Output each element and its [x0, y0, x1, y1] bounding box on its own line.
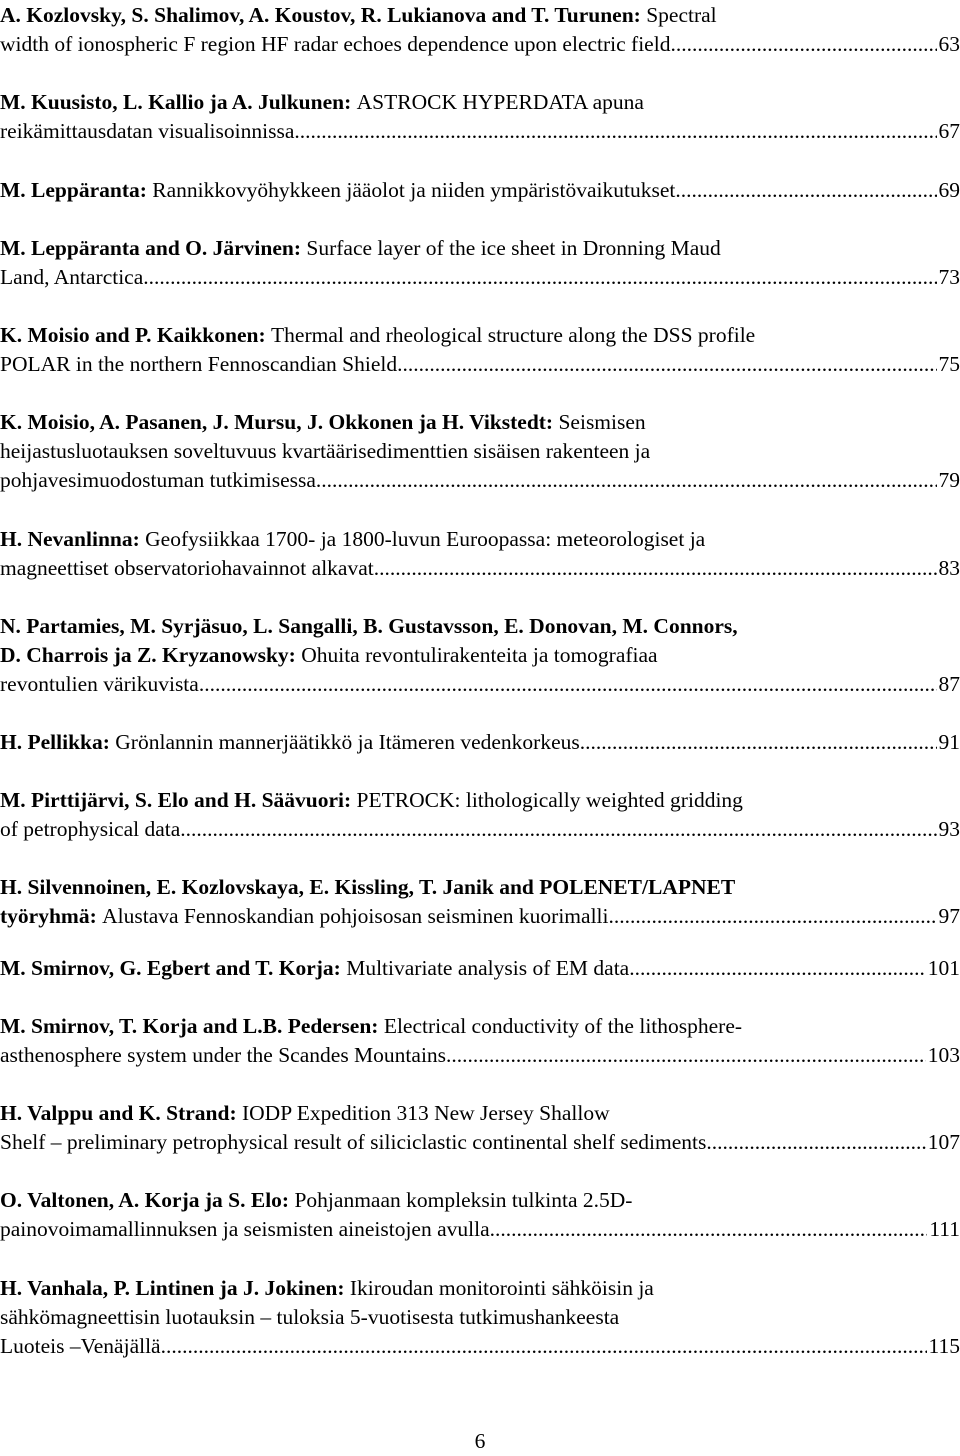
toc-page-number: 115	[927, 1331, 960, 1361]
toc-page-number: 63	[937, 29, 960, 59]
dot-leader	[161, 1331, 927, 1361]
toc-page-number: 83	[937, 553, 960, 583]
toc-title: Seismisen	[558, 410, 645, 434]
toc-line-text	[0, 1214, 490, 1244]
toc-title: width of ionospheric F region HF radar echoes dependence upon electric field	[0, 32, 670, 56]
toc-line	[0, 262, 960, 292]
toc-title: reikämittausdatan visualisoinnissa	[0, 119, 294, 143]
toc-line	[0, 407, 960, 437]
dot-leader	[199, 669, 937, 699]
toc-page-number: 91	[937, 727, 960, 757]
dot-leader	[490, 1214, 928, 1244]
toc-authors: M. Smirnov, T. Korja and L.B. Pedersen:	[0, 1014, 384, 1038]
toc-line-text	[0, 410, 646, 434]
toc-page-number: 93	[937, 814, 960, 844]
toc-title: Ikiroudan monitorointi sähköisin ja	[350, 1276, 654, 1300]
toc-line	[0, 436, 960, 466]
toc-authors: M. Leppäranta and O. Järvinen:	[0, 236, 306, 260]
toc-line-text	[0, 465, 316, 495]
toc-line-text	[0, 875, 735, 899]
toc-title: Rannikkovyöhykkeen jääolot ja niiden ympäristövaikutukset	[152, 178, 675, 202]
toc-line-text	[0, 1101, 610, 1125]
toc-title: revontulien värikuvista	[0, 672, 199, 696]
toc-title: pohjavesimuodostuman tutkimisessa	[0, 468, 316, 492]
dot-leader	[143, 262, 936, 292]
toc-line-text	[0, 788, 743, 812]
toc-line	[0, 611, 960, 641]
toc-authors: H. Pellikka:	[0, 730, 115, 754]
dot-leader	[609, 901, 937, 931]
dot-leader	[316, 465, 937, 495]
toc-line-text	[0, 614, 738, 638]
toc-line-text	[0, 1331, 161, 1361]
toc-line	[0, 640, 960, 670]
toc-line	[0, 1127, 960, 1157]
toc-line	[0, 320, 960, 350]
toc-page-number: 107	[926, 1127, 960, 1157]
toc-line	[0, 175, 960, 205]
dot-leader	[397, 349, 936, 379]
toc-line-text	[0, 3, 717, 27]
toc-title: Ohuita revontulirakenteita ja tomografiaa	[301, 643, 657, 667]
toc-line	[0, 1098, 960, 1128]
toc-authors: työryhmä:	[0, 904, 102, 928]
toc-authors: K. Moisio and P. Kaikkonen:	[0, 323, 271, 347]
toc-line-text	[0, 262, 143, 292]
toc-title: Alustava Fennoskandian pohjoisosan seisminen kuorimalli	[102, 904, 608, 928]
toc-line	[0, 524, 960, 554]
toc-authors: K. Moisio, A. Pasanen, J. Mursu, J. Okkonen ja H. Vikstedt:	[0, 410, 558, 434]
toc-line-text	[0, 1276, 654, 1300]
dot-leader	[374, 553, 937, 583]
toc-line-text	[0, 669, 199, 699]
toc-title: of petrophysical data	[0, 817, 180, 841]
toc-line-text	[0, 175, 675, 205]
toc-title: Grönlannin mannerjäätikkö ja Itämeren vedenkorkeus	[115, 730, 579, 754]
toc-title: Luoteis –Venäjällä	[0, 1334, 161, 1358]
toc-line	[0, 814, 960, 844]
toc-title: Land, Antarctica	[0, 265, 143, 289]
toc-title: Spectral	[646, 3, 716, 27]
toc-line	[0, 953, 960, 983]
toc-line-text	[0, 236, 721, 260]
dot-leader	[180, 814, 936, 844]
toc-page-number: 103	[926, 1040, 960, 1070]
toc-title: Multivariate analysis of EM data	[346, 956, 629, 980]
toc-line	[0, 553, 960, 583]
toc-authors: M. Kuusisto, L. Kallio ja A. Julkunen:	[0, 90, 357, 114]
toc-title: sähkömagneettisin luotauksin – tuloksia 5-vuotisesta tutkimushankeesta	[0, 1305, 619, 1329]
toc-line	[0, 349, 960, 379]
toc-line-text	[0, 439, 650, 463]
toc-title: POLAR in the northern Fennoscandian Shield	[0, 352, 397, 376]
toc-line	[0, 1011, 960, 1041]
toc-line-text	[0, 116, 294, 146]
toc-line-text	[0, 1305, 619, 1329]
toc-line-text	[0, 527, 705, 551]
toc-line-text	[0, 29, 670, 59]
toc-page-number: 73	[937, 262, 960, 292]
toc-authors: O. Valtonen, A. Korja ja S. Elo:	[0, 1188, 294, 1212]
toc-page-number: 69	[937, 175, 960, 205]
toc-line-text	[0, 814, 180, 844]
toc-line	[0, 901, 960, 931]
dot-leader	[706, 1127, 925, 1157]
toc-line-text	[0, 553, 374, 583]
toc-line-text	[0, 1127, 706, 1157]
toc-title: painovoimamallinnuksen ja seismisten aineistojen avulla	[0, 1217, 490, 1241]
toc-line	[0, 1214, 960, 1244]
page-number: 6	[0, 1426, 960, 1456]
toc-line-text	[0, 1188, 632, 1212]
toc-authors: H. Nevanlinna:	[0, 527, 145, 551]
toc-page-number: 87	[937, 669, 960, 699]
toc-line	[0, 872, 960, 902]
dot-leader	[675, 175, 936, 205]
toc-line	[0, 1331, 960, 1361]
toc-line	[0, 465, 960, 495]
toc-authors: A. Kozlovsky, S. Shalimov, A. Koustov, R. Lukianova and T. Turunen:	[0, 3, 646, 27]
toc-page-number: 101	[926, 953, 960, 983]
dot-leader	[629, 953, 926, 983]
toc-line-text	[0, 323, 755, 347]
dot-leader	[670, 29, 936, 59]
toc-page-number: 75	[937, 349, 960, 379]
toc-title: IODP Expedition 313 New Jersey Shallow	[242, 1101, 610, 1125]
toc-line	[0, 669, 960, 699]
toc-title: Electrical conductivity of the lithosphere-	[384, 1014, 742, 1038]
toc-line	[0, 1040, 960, 1070]
toc-authors: M. Leppäranta:	[0, 178, 152, 202]
toc-line	[0, 1273, 960, 1303]
toc-line-text	[0, 901, 609, 931]
toc-authors: N. Partamies, M. Syrjäsuo, L. Sangalli, B. Gustavsson, E. Donovan, M. Connors,	[0, 614, 738, 638]
toc-title: Pohjanmaan kompleksin tulkinta 2.5D-	[294, 1188, 632, 1212]
toc-title: ASTROCK HYPERDATA apuna	[357, 90, 644, 114]
dot-leader	[446, 1040, 926, 1070]
toc-line-text	[0, 90, 644, 114]
toc-page-number: 97	[937, 901, 960, 931]
toc-page-number: 79	[937, 465, 960, 495]
toc-title: Shelf – preliminary petrophysical result of siliciclastic continental shelf sediments	[0, 1130, 706, 1154]
dot-leader	[294, 116, 936, 146]
toc-line-text	[0, 643, 658, 667]
toc-title: heijastusluotauksen soveltuvuus kvartäärisedimenttien sisäisen rakenteen ja	[0, 439, 650, 463]
toc-authors: H. Silvennoinen, E. Kozlovskaya, E. Kissling, T. Janik and POLENET/LAPNET	[0, 875, 735, 899]
toc-line	[0, 116, 960, 146]
toc-line	[0, 785, 960, 815]
toc-title: asthenosphere system under the Scandes Mountains	[0, 1043, 446, 1067]
toc-line	[0, 233, 960, 263]
toc-line	[0, 29, 960, 59]
toc-authors: D. Charrois ja Z. Kryzanowsky:	[0, 643, 301, 667]
toc-line-text	[0, 727, 580, 757]
toc-authors: M. Pirttijärvi, S. Elo and H. Säävuori:	[0, 788, 357, 812]
toc-line-text	[0, 1040, 446, 1070]
toc-line	[0, 0, 960, 30]
toc-title: Surface layer of the ice sheet in Dronning Maud	[306, 236, 720, 260]
toc-line	[0, 1185, 960, 1215]
dot-leader	[580, 727, 937, 757]
toc-line-text	[0, 349, 397, 379]
toc-line-text	[0, 953, 629, 983]
toc-page-number: 67	[937, 116, 960, 146]
toc-line	[0, 1302, 960, 1332]
toc-title: magneettiset observatoriohavainnot alkavat	[0, 556, 374, 580]
toc-title: PETROCK: lithologically weighted gridding	[357, 788, 743, 812]
toc-authors: M. Smirnov, G. Egbert and T. Korja:	[0, 956, 346, 980]
toc-line-text	[0, 1014, 742, 1038]
toc-line	[0, 727, 960, 757]
toc-title: Thermal and rheological structure along the DSS profile	[271, 323, 755, 347]
toc-authors: H. Vanhala, P. Lintinen ja J. Jokinen:	[0, 1276, 350, 1300]
toc-page-number: 111	[927, 1214, 960, 1244]
toc-title: Geofysiikkaa 1700- ja 1800-luvun Euroopassa: meteorologiset ja	[145, 527, 705, 551]
toc-line	[0, 87, 960, 117]
toc-authors: H. Valppu and K. Strand:	[0, 1101, 242, 1125]
